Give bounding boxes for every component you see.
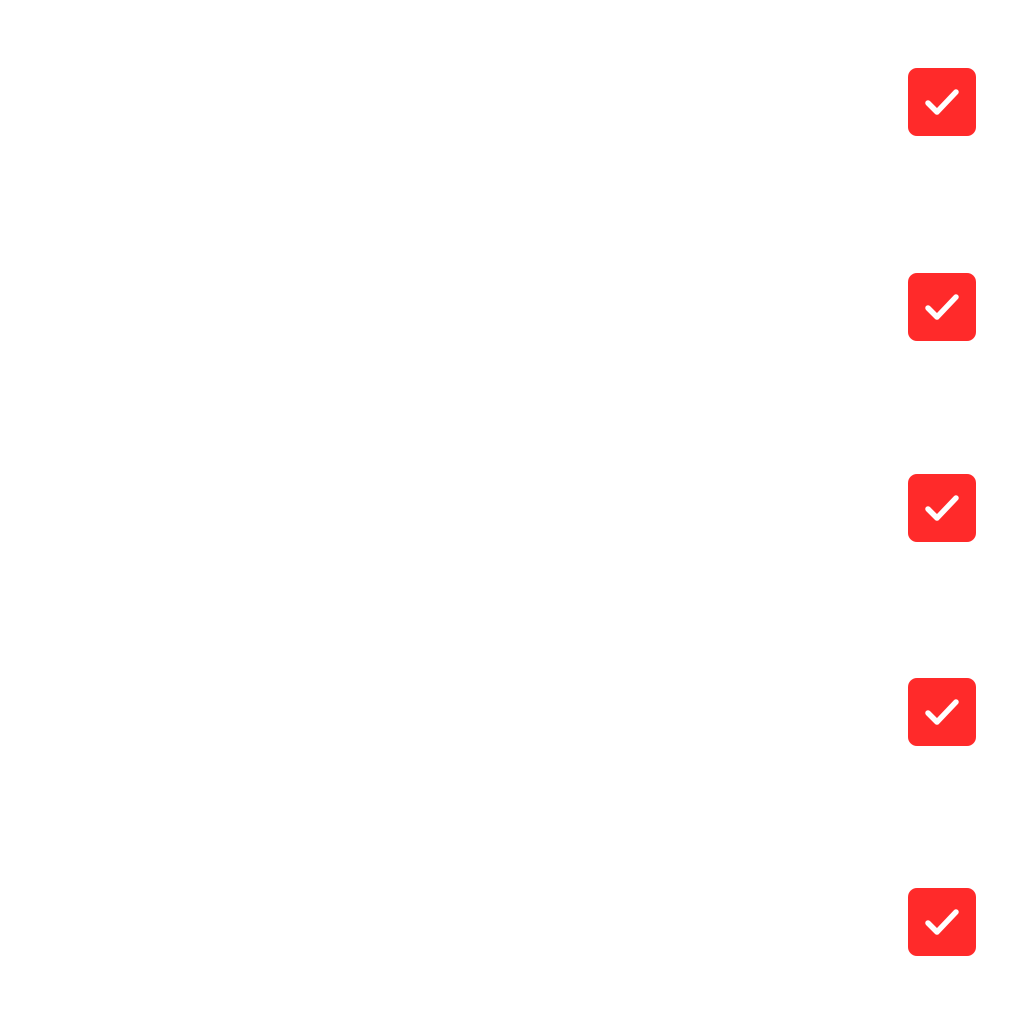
checkbox-checked[interactable] (908, 474, 976, 542)
checklist-item (0, 678, 1024, 746)
check-icon (920, 900, 964, 944)
check-icon (920, 285, 964, 329)
checklist-item (0, 474, 1024, 542)
checklist-item (0, 68, 1024, 136)
checkbox-checked[interactable] (908, 68, 976, 136)
checklist-item (0, 273, 1024, 341)
checkbox-checked[interactable] (908, 273, 976, 341)
checklist-item (0, 888, 1024, 956)
check-icon (920, 486, 964, 530)
checkbox-checked[interactable] (908, 888, 976, 956)
checkbox-checked[interactable] (908, 678, 976, 746)
check-icon (920, 690, 964, 734)
check-icon (920, 80, 964, 124)
